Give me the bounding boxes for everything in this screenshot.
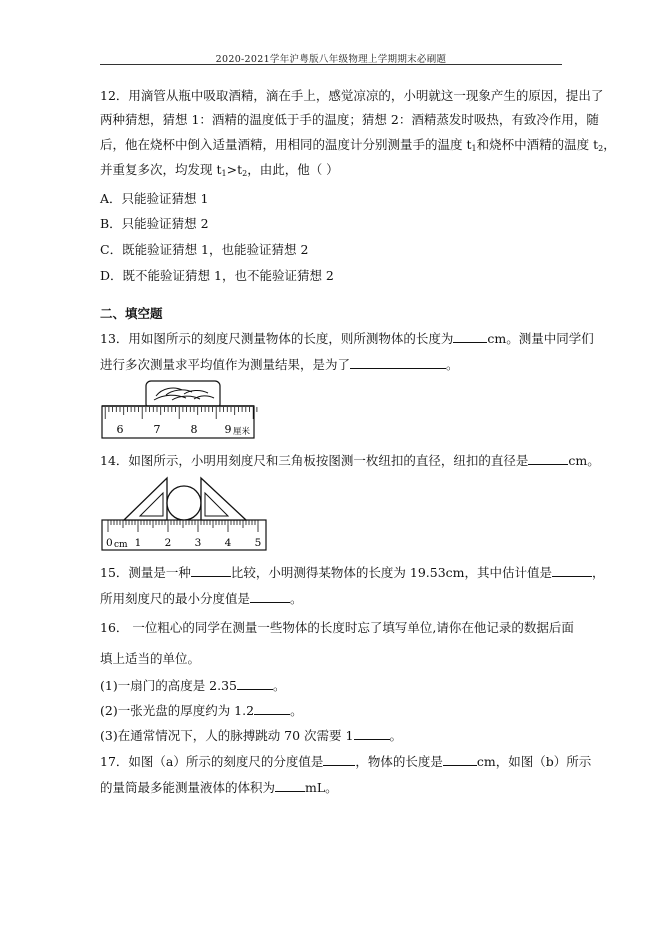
tick-label-5: 5 <box>254 537 262 549</box>
q13-ruler-figure <box>100 378 260 440</box>
q17-blank-division[interactable] <box>323 753 355 766</box>
q15-blank-estimate[interactable] <box>552 564 592 577</box>
q17-blank-length[interactable] <box>443 753 477 766</box>
q13-blank-purpose[interactable] <box>350 356 446 369</box>
tick-label-9: 9 <box>224 423 232 436</box>
q17-blank-volume[interactable] <box>275 779 305 792</box>
page-header: 2020-2021学年沪粤版八年级物理上学期期末必刷题 <box>215 54 447 65</box>
q17-line-1-text-c: cm，如图（b）所示 <box>476 754 592 769</box>
q16-item-2-text: (2)一张光盘的厚度约为 1.2 <box>100 703 255 718</box>
q12-t2-subscript: 2 <box>598 144 604 153</box>
q14-blank-diameter[interactable] <box>528 452 568 465</box>
q12-line-4 <box>100 162 339 182</box>
left-triangle-ruler <box>124 478 167 520</box>
q15-line-1 <box>100 564 605 581</box>
q12-t1-subscript: 1 <box>471 144 477 153</box>
q16-blank-2[interactable] <box>254 702 290 715</box>
q16-line-2: 填上适当的单位。 <box>100 651 201 666</box>
q16-item-1-end: 。 <box>273 678 286 693</box>
q15-line-2-text-b: 。 <box>290 591 303 606</box>
q17-line-1-text-a: 17．如图（a）所示的刻度尺的分度值是 <box>100 754 324 769</box>
tick-label-6: 6 <box>116 423 124 436</box>
q15-line-1-text-a: 15．测量是一种 <box>100 565 191 580</box>
q17-line-2 <box>100 779 338 796</box>
tick-label-2: 2 <box>164 537 172 549</box>
q13-line-2-text-a: 进行多次测量求平均值作为测量结果，是为了 <box>100 357 351 372</box>
q12-line-3-text-b: 和烧杯中酒精的温度 t <box>476 137 599 152</box>
q12-line-4-text-a: 并重复多次，均发现 t <box>100 162 222 177</box>
q14-line-1-text-b: cm。 <box>568 453 600 468</box>
q14-line-1-text-a: 14．如图所示，小明用刻度尺和三角板按图测一枚纽扣的直径，纽扣的直径是 <box>100 453 529 468</box>
q12-line4-t2-subscript: 2 <box>242 169 248 178</box>
right-triangle-ruler <box>201 478 246 520</box>
q12-line-1: 12．用滴管从瓶中吸取酒精，滴在手上，感觉凉凉的，小明就这一现象产生的原因，提出了 <box>100 88 604 103</box>
q13-line-2 <box>100 356 459 373</box>
q12-option-c: C．既能验证猜想 1，也能验证猜想 2 <box>100 242 309 257</box>
section-fill-in-title: 二、填空题 <box>100 306 163 321</box>
q13-blank-length[interactable] <box>453 330 487 343</box>
q13-line-1-text-b: cm。测量中同学们 <box>487 331 594 346</box>
q15-line-1-text-c: ， <box>592 565 605 580</box>
q16-item-3 <box>100 727 402 744</box>
q12-line4-t1-subscript: 1 <box>221 169 227 178</box>
q16-item-1 <box>100 677 286 694</box>
q15-line-2 <box>100 590 303 607</box>
q12-line-3-text-a: 后，他在烧杯中倒入适量酒精，用相同的温度计分别测量手的温度 t <box>100 137 472 152</box>
q15-blank-division[interactable] <box>250 590 290 603</box>
ruler-unit-label: 厘米 <box>233 427 251 437</box>
q12-option-b: B．只能验证猜想 2 <box>100 216 209 231</box>
q17-line-2-text-a: 的量筒最多能测量液体的体积为 <box>100 780 276 795</box>
header-divider <box>100 64 562 65</box>
tick-label-7: 7 <box>153 423 161 436</box>
tick-label-0: 0 <box>106 537 113 549</box>
q12-line-4-text-b: >t <box>226 162 243 177</box>
q16-blank-1[interactable] <box>237 677 273 690</box>
q14-line-1 <box>100 452 600 469</box>
q12-option-d: D．既不能验证猜想 1，也不能验证猜想 2 <box>100 268 334 283</box>
q16-item-2-end: 。 <box>290 703 303 718</box>
q12-line-2: 两种猜想，猜想 1：酒精的温度低于手的温度；猜想 2：酒精蒸发时吸热，有致冷作用，随 <box>100 112 599 127</box>
q12-line-3 <box>100 137 616 157</box>
q16-item-2 <box>100 702 303 719</box>
button-circle <box>167 486 201 520</box>
q12-line-4-text-c: ，由此，他（ ） <box>247 162 339 177</box>
q12-line-3-text-c: ， <box>603 137 616 152</box>
q13-line-1 <box>100 330 594 347</box>
tick-label-1: 1 <box>134 537 142 549</box>
q17-line-1 <box>100 753 591 770</box>
q15-line-1-text-b: 比较，小明测得某物体的长度为 19.53cm，其中估计值是 <box>230 565 553 580</box>
ruler-unit-label: cm <box>114 540 128 550</box>
q16-item-3-text: (3)在通常情况下，人的脉搏跳动 70 次需要 1 <box>100 728 354 743</box>
tick-label-8: 8 <box>190 423 198 436</box>
q14-ruler-figure <box>100 476 270 552</box>
q16-blank-3[interactable] <box>354 727 390 740</box>
q16-line-1: 16． 一位粗心的同学在测量一些物体的长度时忘了填写单位,请你在他记录的数据后面 <box>100 620 574 635</box>
q16-item-3-end: 。 <box>389 728 403 743</box>
q17-line-2-text-b: mL。 <box>305 780 338 795</box>
q13-line-2-text-b: 。 <box>446 357 459 372</box>
q17-line-1-text-b: ，物体的长度是 <box>355 754 443 769</box>
q16-item-1-text: (1)一扇门的高度是 2.35 <box>100 678 238 693</box>
q15-blank-comparison[interactable] <box>191 564 231 577</box>
q12-option-a: A．只能验证猜想 1 <box>100 191 209 206</box>
tick-label-4: 4 <box>224 537 232 549</box>
q13-line-1-text-a: 13．用如图所示的刻度尺测量物体的长度，则所测物体的长度为 <box>100 331 454 346</box>
tick-label-3: 3 <box>194 537 202 549</box>
q15-line-2-text-a: 所用刻度尺的最小分度值是 <box>100 591 251 606</box>
